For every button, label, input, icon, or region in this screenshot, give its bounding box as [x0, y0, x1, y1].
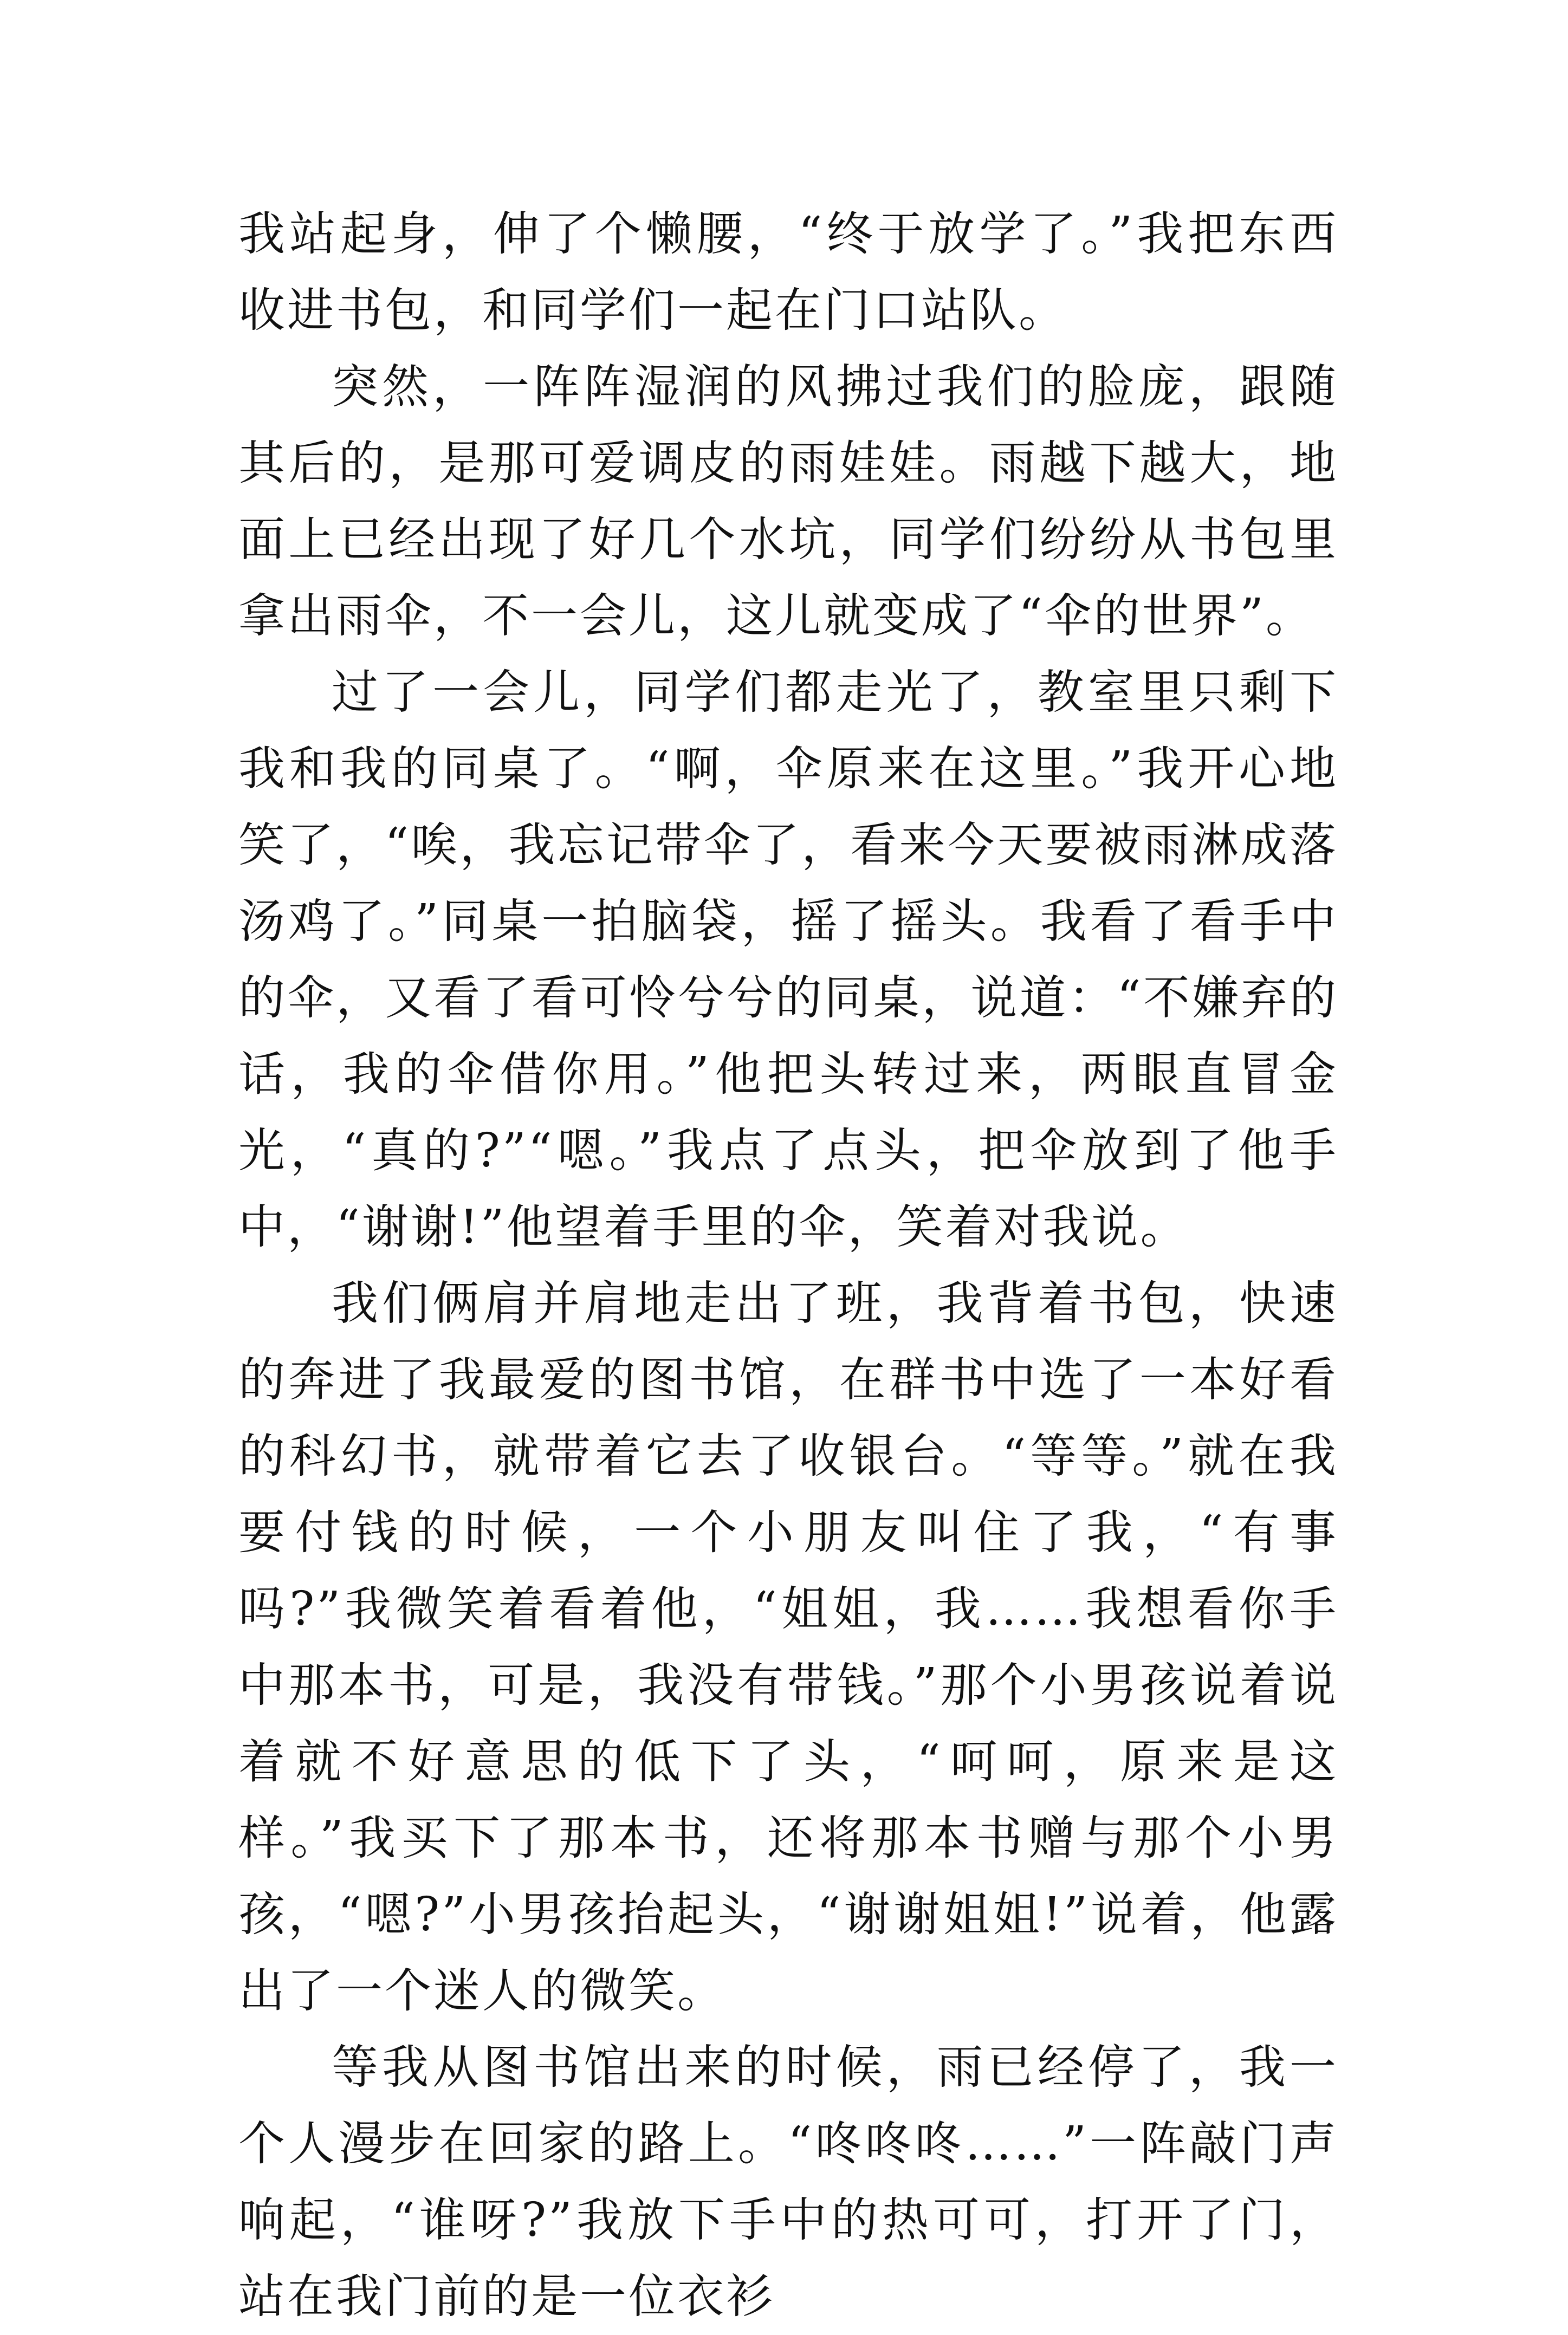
body-text — [238, 196, 1338, 2335]
paragraph-4: 我们俩肩并肩地走出了班，我背着书包，快速的奔进了我最爱的图书馆，在群书中选了一本好看的科幻书，就带着它去了收银台。“等等。”就在我要付钱的时候，一个小朋友叫住了我，“有事吗?”我微笑着看着他，“姐姐，我……我想看你手中那本书，可是，我没有带钱。”那个小男孩说着说着就不好意思的低下了头，“呵呵，原来是这样。”我买下了那本书，还将那本书赠与那个小男孩，“嗯?”小男孩抬起头，“谢谢姐姐!”说着，他露出了一个迷人的微笑。 — [238, 1276, 1338, 2018]
paragraph-2: 突然，一阵阵湿润的风拂过我们的脸庞，跟随其后的，是那可爱调皮的雨娃娃。雨越下越大，地面上已经出现了好几个水坑，同学们纷纷从书包里拿出雨伞，不一会儿，这儿就变成了“伞的世界”。 — [238, 360, 1338, 643]
paragraph-5: 等我从图书馆出来的时候，雨已经停了，我一个人漫步在回家的路上。“咚咚咚……”一阵敲门声响起，“谁呀?”我放下手中的热可可，打开了门，站在我门前的是一位衣衫 — [238, 2040, 1338, 2324]
paragraph-3: 过了一会儿，同学们都走光了，教室里只剩下我和我的同桌了。“啊，伞原来在这里。”我开心地笑了，“唉，我忘记带伞了，看来今天要被雨淋成落汤鸡了。”同桌一拍脑袋，摇了摇头。我看了看手中的伞，又看了看可怜兮兮的同桌，说道：“不嫌弃的话，我的伞借你用。”他把头转过来，两眼直冒金光，“真的?”“嗯。”我点了点头，把伞放到了他手中，“谢谢!”他望着手里的伞，笑着对我说。 — [238, 665, 1338, 1254]
paragraph-1: 我站起身，伸了个懒腰，“终于放学了。”我把东西收进书包，和同学们一起在门口站队。 — [238, 207, 1338, 338]
